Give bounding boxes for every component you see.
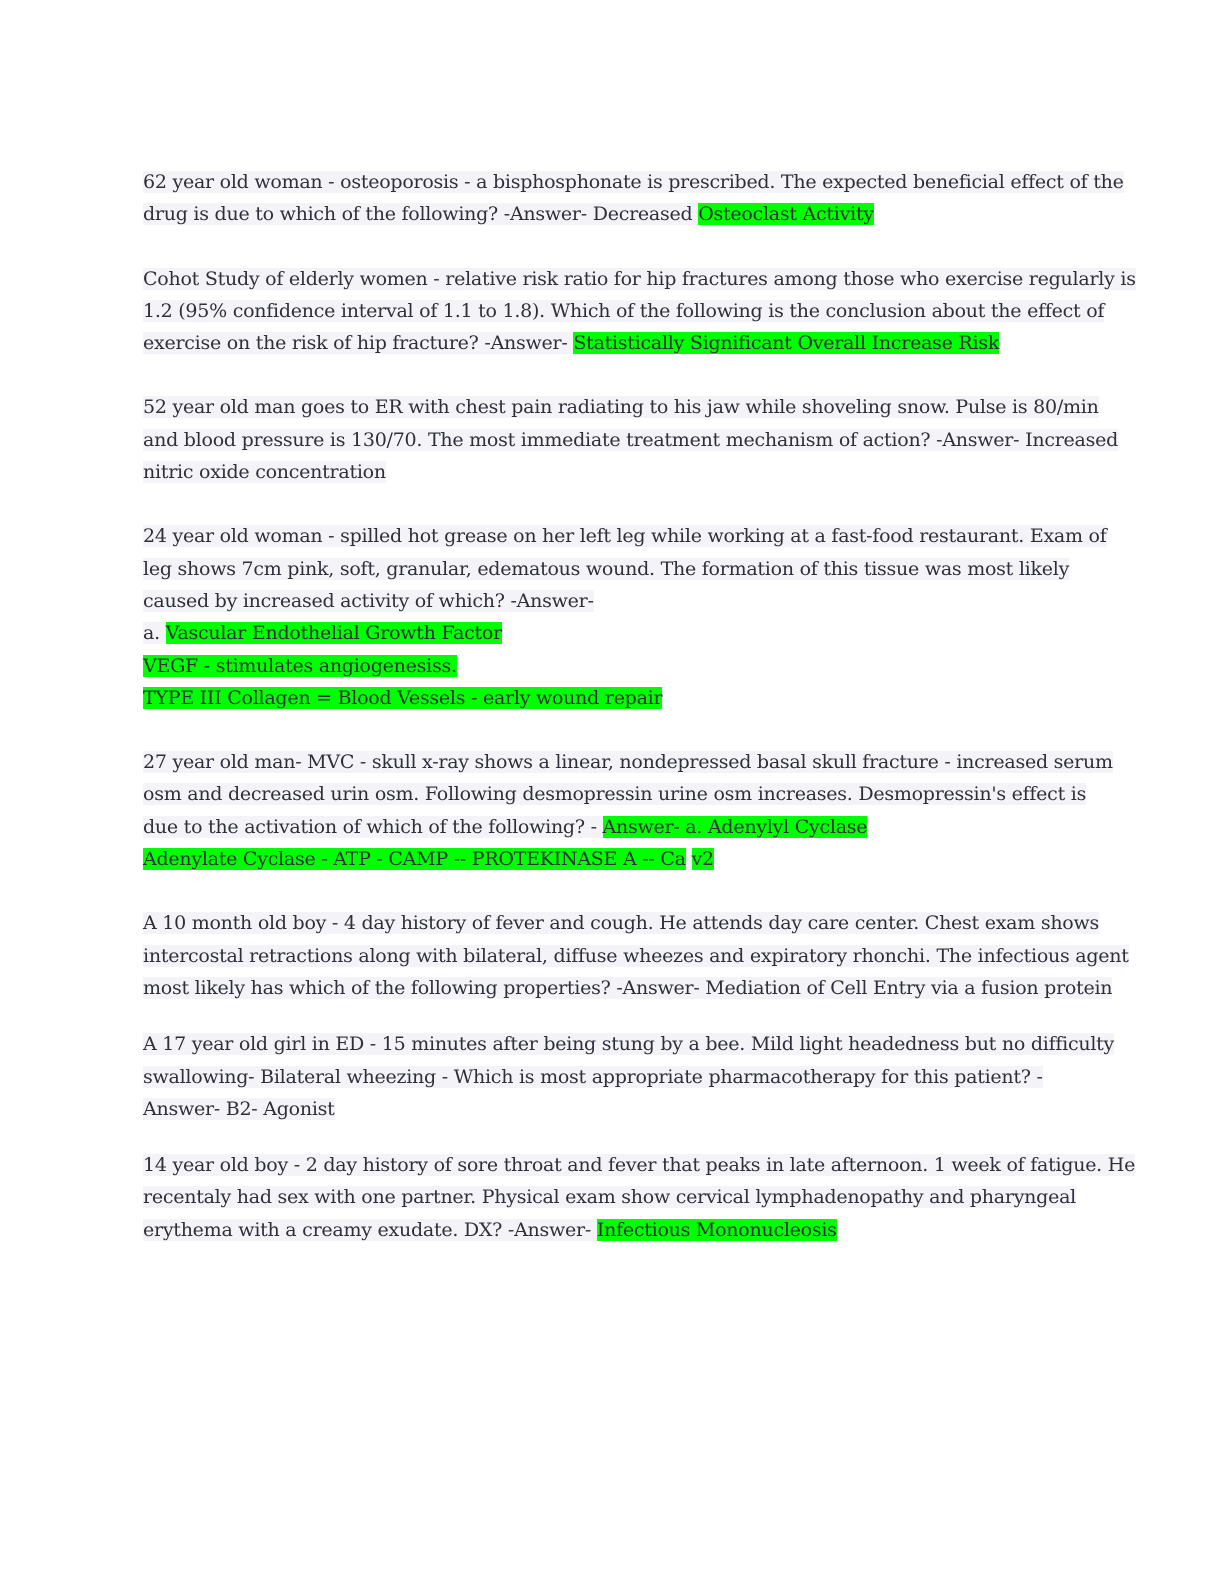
text-line bbox=[143, 295, 1105, 327]
text-line bbox=[143, 1061, 1073, 1093]
question-text: swallowing- Bilateral wheezing - Which is most appropriate pharmacotherapy for this patient? - bbox=[143, 1065, 1043, 1088]
text-line bbox=[143, 811, 1073, 843]
text-line bbox=[143, 263, 1136, 295]
text-line bbox=[143, 553, 1073, 585]
question-text: and blood pressure is 130/70. The most immediate treatment mechanism of action? -Answer- Increased bbox=[143, 428, 1119, 451]
highlighted-answer: v2 bbox=[691, 848, 714, 871]
text-line bbox=[143, 746, 1113, 778]
highlighted-answer: Answer- a. Adenylyl Cyclase bbox=[602, 815, 868, 838]
question-text: due to the activation of which of the following? - bbox=[143, 815, 603, 838]
text-line bbox=[143, 1149, 1136, 1181]
text-line bbox=[143, 520, 1107, 552]
question-text: a. bbox=[143, 622, 166, 645]
text-line bbox=[143, 940, 1129, 972]
highlighted-answer: TYPE III Collagen = Blood Vessels - early wound repair bbox=[143, 686, 663, 709]
highlighted-answer: VEGF - stimulates angiogenesiss. bbox=[143, 654, 457, 677]
question-text: A 10 month old boy - 4 day history of fever and cough. He attends day care center. Chest exam shows bbox=[143, 912, 1100, 935]
text-line bbox=[143, 617, 1073, 649]
text-line bbox=[143, 778, 1087, 810]
text-line bbox=[143, 198, 1073, 230]
text-line bbox=[143, 972, 1113, 1004]
text-line bbox=[143, 424, 1119, 456]
qa-item bbox=[143, 1149, 1136, 1246]
qa-item bbox=[143, 1028, 1115, 1125]
text-line bbox=[143, 456, 1073, 488]
text-line bbox=[143, 1028, 1115, 1060]
question-text: A 17 year old girl in ED - 15 minutes after being stung by a bee. Mild light headedness but no difficulty bbox=[143, 1033, 1115, 1056]
question-text: 62 year old woman - osteoporosis - a bisphosphonate is prescribed. The expected beneficial effect of the bbox=[143, 171, 1124, 193]
qa-item bbox=[143, 391, 1119, 488]
text-line bbox=[143, 907, 1100, 939]
qa-item bbox=[143, 746, 1113, 875]
qa-item bbox=[143, 263, 1136, 360]
text-line bbox=[143, 327, 1073, 359]
text-line bbox=[143, 166, 1124, 198]
question-text: caused by increased activity of which? -Answer- bbox=[143, 589, 594, 612]
question-text: nitric oxide concentration bbox=[143, 461, 386, 484]
document-page bbox=[143, 166, 1136, 1246]
text-line bbox=[143, 1181, 1076, 1213]
question-text: exercise on the risk of hip fracture? -Answer- bbox=[143, 332, 574, 355]
question-text: 14 year old boy - 2 day history of sore throat and fever that peaks in late afternoon. 1 week of fatigue. He bbox=[143, 1154, 1136, 1177]
question-text: 1.2 (95% confidence interval of 1.1 to 1.8). Which of the following is the conclusion about the effect of bbox=[143, 299, 1105, 322]
question-text: 27 year old man- MVC - skull x-ray shows a linear, nondepressed basal skull fracture - increased serum bbox=[143, 751, 1113, 774]
highlighted-answer: Vascular Endothelial Growth Factor bbox=[165, 622, 502, 645]
text-line bbox=[143, 682, 1073, 714]
question-text bbox=[686, 848, 692, 870]
qa-item bbox=[143, 907, 1129, 1004]
question-text: 52 year old man goes to ER with chest pain radiating to his jaw while shoveling snow. Pulse is 80/min bbox=[143, 396, 1099, 419]
question-text: drug is due to which of the following? -Answer- Decreased bbox=[143, 203, 699, 226]
highlighted-answer: Adenylate Cyclase - ATP - CAMP -- PROTEKINASE A -- Ca bbox=[143, 848, 686, 871]
question-text: Answer- B2- Agonist bbox=[143, 1097, 335, 1120]
qa-item bbox=[143, 520, 1107, 714]
highlighted-answer: Osteoclast Activity bbox=[698, 203, 874, 226]
text-line bbox=[143, 391, 1099, 423]
qa-item bbox=[143, 166, 1124, 231]
question-text: recentaly had sex with one partner. Physical exam show cervical lymphadenopathy and pharyngeal bbox=[143, 1186, 1076, 1209]
text-line bbox=[143, 650, 1073, 682]
text-line bbox=[143, 1214, 1073, 1246]
question-text: intercostal retractions along with bilateral, diffuse wheezes and expiratory rhonchi. The infectious agent bbox=[143, 944, 1129, 967]
text-line bbox=[143, 1093, 1073, 1125]
question-text: 24 year old woman - spilled hot grease on her left leg while working at a fast-food restaurant. Exam of bbox=[143, 525, 1107, 548]
text-line bbox=[143, 585, 1073, 617]
question-text: most likely has which of the following properties? -Answer- Mediation of Cell Entry via a fusion protein bbox=[143, 976, 1113, 999]
question-text: osm and decreased urin osm. Following desmopressin urine osm increases. Desmopressin's effect is bbox=[143, 783, 1087, 806]
text-line bbox=[143, 843, 1073, 875]
question-text: Cohot Study of elderly women - relative risk ratio for hip fractures among those who exercise regularly is bbox=[143, 267, 1136, 290]
highlighted-answer: Infectious Mononucleosis bbox=[596, 1218, 837, 1241]
question-text: leg shows 7cm pink, soft, granular, edematous wound. The formation of this tissue was most likely bbox=[143, 557, 1070, 580]
question-text: erythema with a creamy exudate. DX? -Answer- bbox=[143, 1218, 597, 1241]
highlighted-answer: Statistically Significant Overall Increase Risk bbox=[573, 332, 1000, 355]
